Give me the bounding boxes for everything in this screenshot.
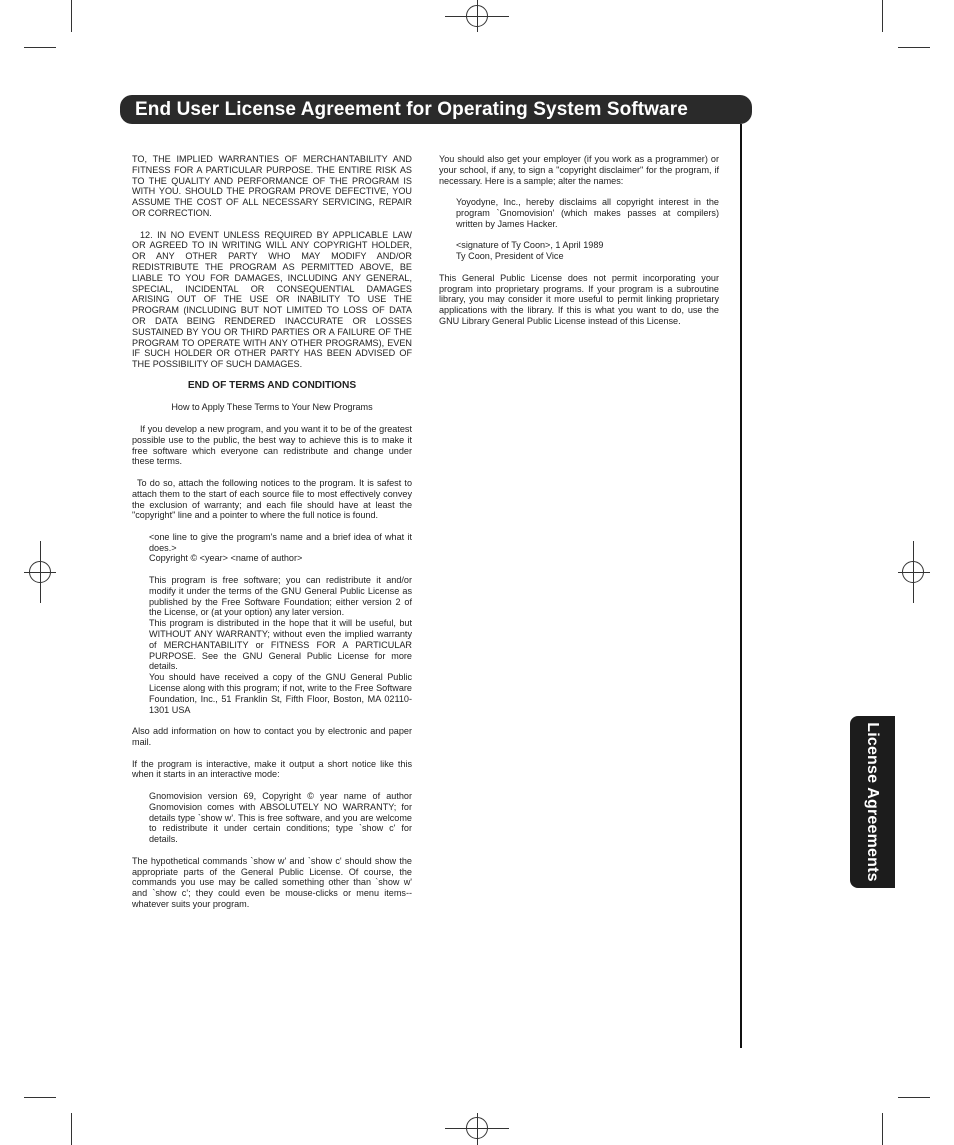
signer-title: Ty Coon, President of Vice: [456, 251, 564, 262]
page-title: End User License Agreement for Operating System Software: [135, 99, 688, 120]
signature-line: <signature of Ty Coon>, 1 April 1989: [456, 240, 604, 251]
signature-block: [439, 240, 719, 262]
vertical-divider: [740, 124, 742, 1048]
liability-paragraph: 12. IN NO EVENT UNLESS REQUIRED BY APPLICABLE LAW OR AGREED TO IN WRITING WILL ANY COPYRIGHT HOLDER, OR ANY OTHER PARTY WHO MAY MODIFY AND/OR REDISTRIBUTE THE PROGRAM AS PERMITTED ABOVE, BE LIABLE TO YOU FOR DAMAGES, INCLUDING ANY GENERAL, SPECIAL, INCIDENTAL OR CONSEQUENTIAL DAMAGES ARISING OUT OF THE USE OR INABILITY TO USE THE PROGRAM (INCLUDING BUT NOT LIMITED TO LOSS OF DATA OR DATA BEING RENDERED INACCURATE OR LOSSES SUSTAINED BY YOU OR THIRD PARTIES OR A FAILURE OF THE PROGRAM TO OPERATE WITH ANY OTHER PROGRAMS), EVEN IF SUCH HOLDER OR OTHER PARTY HAS BEEN ADVISED OF THE POSSIBILITY OF SUCH DAMAGES.: [132, 229, 412, 370]
disclaimer-sample: Yoyodyne, Inc., hereby disclaims all copyright interest in the program `Gnomovision' (which makes passes at compilers) written by James Hacker.: [456, 197, 719, 229]
notice-line-program-name: <one line to give the program's name and a brief idea of what it does.>: [149, 531, 412, 553]
hypothetical-commands-paragraph: The hypothetical commands `show w' and `show c' should show the appropriate parts of the General Public License. Of course, the commands you use may be called something other than `show w' and `show c'; they could even be mouse-clicks or menu items--whatever suits your program.: [132, 855, 412, 909]
notice-license-copy: You should have received a copy of the GNU General Public License along with this program; if not, write to the Free Software Foundation, Inc., 51 Franklin St, Fifth Floor, Boston, MA 02110-1301 USA: [149, 672, 412, 715]
notice-block: [132, 532, 412, 716]
notice-line-copyright: Copyright © <year> <name of author>: [149, 553, 303, 564]
new-program-paragraph: If you develop a new program, and you want it to be of the greatest possible use to the public, the best way to achieve this is to make it free software which everyone can redistribute and change under these terms.: [132, 423, 412, 467]
page-title-banner: [120, 95, 752, 124]
warranty-paragraph: TO, THE IMPLIED WARRANTIES OF MERCHANTABILITY AND FITNESS FOR A PARTICULAR PURPOSE. THE ENTIRE RISK AS TO THE QUALITY AND PERFORMANCE OF THE PROGRAM IS WITH YOU. SHOULD THE PROGRAM PROVE DEFECTIVE, YOU ASSUME THE COST OF ALL NECESSARY SERVICING, REPAIR OR CORRECTION.: [132, 154, 412, 218]
end-terms-heading: END OF TERMS AND CONDITIONS: [187, 379, 357, 391]
section-tab: [850, 716, 895, 888]
right-column: [439, 154, 719, 338]
notice-free-software: This program is free software; you can redistribute it and/or modify it under the terms of the GNU General Public License as published by the Free Software Foundation; either version 2 of the License, or (at your option) any later version.: [149, 575, 412, 618]
attach-notices-paragraph: To do so, attach the following notices to the program. It is safest to attach them to the start of each source file to most effectively convey the exclusion of warranty; and each file should have at least the "copyright" line and a pointer to where the full notice is found.: [132, 477, 412, 521]
employer-paragraph: You should also get your employer (if you work as a programmer) or your school, if any, to sign a "copyright disclaimer" for the program, if necessary. Here is a sample; alter the names:: [439, 154, 719, 186]
proprietary-paragraph: This General Public License does not permit incorporating your program into proprietary programs. If your program is a subroutine library, you may consider it more useful to permit linking proprietary applications with the library. If this is what you want to do, use the GNU Library General Public License instead of this License.: [439, 272, 719, 326]
how-to-apply-heading: How to Apply These Terms to Your New Programs: [171, 402, 373, 413]
contact-paragraph: Also add information on how to contact you by electronic and paper mail.: [132, 726, 412, 748]
interactive-paragraph: If the program is interactive, make it output a short notice like this when it starts in an interactive mode:: [132, 758, 412, 780]
section-tab-label: License Agreements: [864, 722, 881, 882]
notice-no-warranty: This program is distributed in the hope that it will be useful, but WITHOUT ANY WARRANTY; without even the implied warranty of MERCHANTABILITY or FITNESS FOR A PARTICULAR PURPOSE. See the GNU General Public License for more details.: [149, 618, 412, 672]
left-column: [132, 154, 412, 921]
interactive-notice: Gnomovision version 69, Copyright © year name of author Gnomovision comes with ABSOLUTELY NO WARRANTY; for details type `show w'. This is free software, and you are welcome to redistribute it under certain conditions; type `show c' for details.: [149, 791, 412, 845]
